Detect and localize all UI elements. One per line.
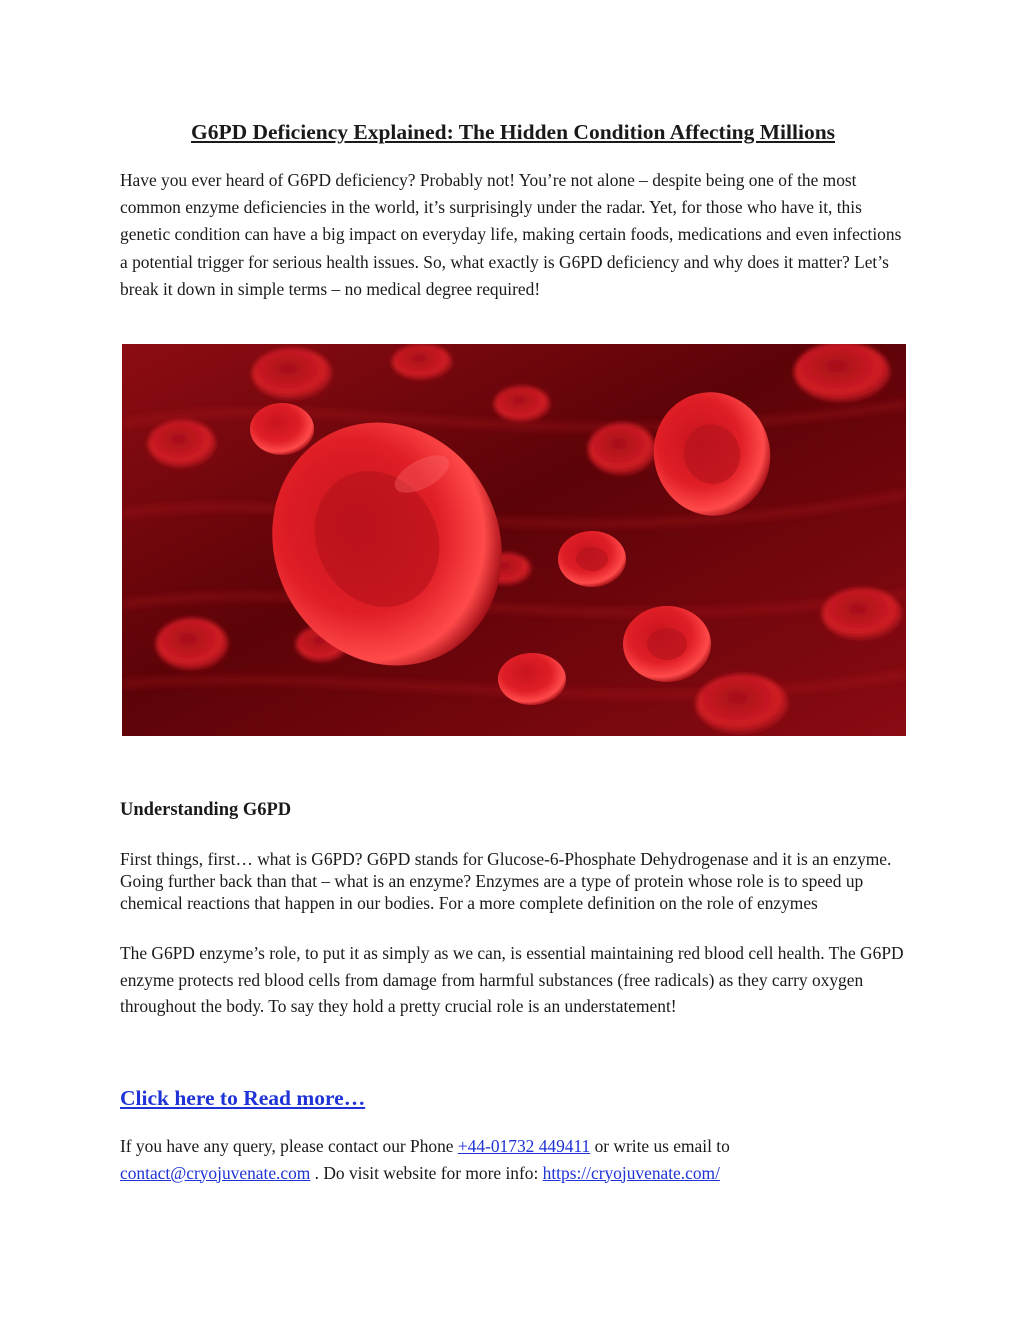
email-link[interactable]: contact@cryojuvenate.com — [120, 1162, 311, 1183]
section-paragraph-1: First things, first… what is G6PD? G6PD stands for Glucose-6-Phosphate Dehydrogenase and it is an enzyme. Going further back than that – what is an enzyme? Enzymes are a type of protein whose role is to speed up chemical reactions that happen in our bodies. For a more complete definition on the role of enzymes — [120, 849, 892, 914]
contact-paragraph — [120, 1133, 910, 1186]
phone-link[interactable]: +44-01732 449411 — [457, 1136, 591, 1156]
section-heading: Understanding G6PD — [120, 800, 292, 820]
contact-middle: or write us email to — [590, 1136, 730, 1156]
website-prefix: . Do visit website for more info: — [310, 1162, 543, 1183]
read-more-link[interactable]: Click here to Read more… — [120, 1086, 366, 1110]
page-title: G6PD Deficiency Explained: The Hidden Condition Affecting Millions — [190, 120, 836, 144]
contact-prefix: If you have any query, please contact our Phone — [120, 1136, 458, 1156]
website-link[interactable]: https://cryojuvenate.com/ — [542, 1162, 720, 1183]
intro-paragraph: Have you ever heard of G6PD deficiency? Probably not! You’re not alone – despite being one of the most common enzyme deficiencies in the world, it’s surprisingly under the radar. Yet, for those who have it, this genetic condition can have a big impact on everyday life, making certain foods, medications and even infections a potential trigger for serious health issues. So, what exactly is G6PD deficiency and why does it matter? Let’s break it down in simple terms – no medical degree required! — [120, 170, 902, 299]
red-blood-cells-image — [122, 344, 906, 736]
section-paragraph-2: The G6PD enzyme’s role, to put it as simply as we can, is essential maintaining red blood cell health. The G6PD enzyme protects red blood cells from damage from harmful substances (free radicals) as they carry oxygen throughout the body. To say they hold a pretty crucial role is an understatement! — [120, 943, 904, 1017]
